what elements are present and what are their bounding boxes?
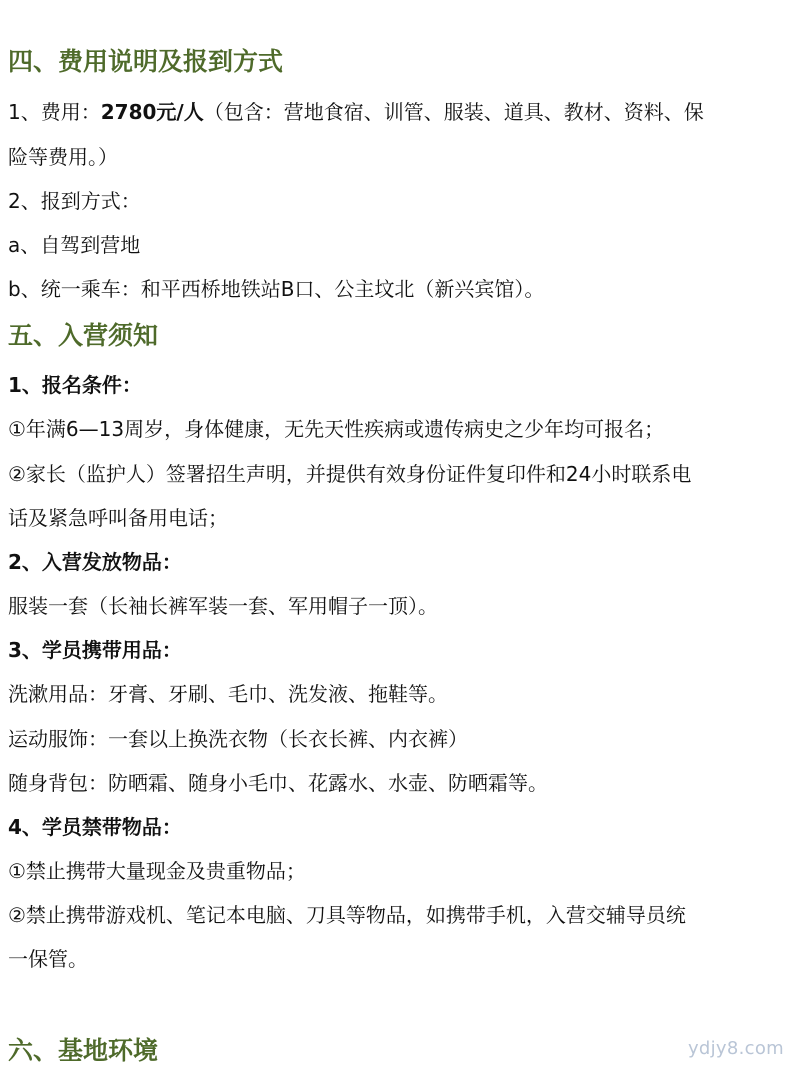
issued-items-title: 2、入营发放物品： [8, 550, 182, 574]
section-heading-camp-notice: 五、入营须知 [8, 321, 159, 350]
issued-items-clothing: 服装一套（长袖长裤军装一套、军用帽子一顶）。 [8, 594, 438, 618]
requirement-guardian-continued: 话及紧急呼叫备用电话； [8, 506, 228, 530]
fee-details: （包含：营地食宿、训管、服装、道具、教材、资料、保 [203, 100, 704, 124]
section-heading-base-environment: 六、基地环境 [8, 1036, 159, 1065]
checkin-title: 2、报到方式： [8, 189, 141, 213]
site-watermark: ydjy8.com [687, 1038, 784, 1059]
forbidden-items-cash: ①禁止携带大量现金及贵重物品； [8, 859, 306, 883]
requirement-guardian: ②家长（监护人）签署招生声明，并提供有效身份证件复印件和24小时联系电 [8, 462, 692, 486]
fee-prefix: 1、费用： [8, 100, 101, 124]
section-heading-fees: 四、费用说明及报到方式 [8, 47, 284, 76]
forbidden-items-devices-continued: 一保管。 [8, 947, 88, 971]
fee-amount: 2780元/人 [100, 100, 204, 124]
carry-items-toiletries: 洗漱用品：牙膏、牙刷、毛巾、洗发液、拖鞋等。 [8, 682, 448, 706]
carry-items-clothing: 运动服饰：一套以上换洗衣物（长衣长裤、内衣裤） [8, 727, 468, 751]
carry-items-backpack: 随身背包：防晒霜、随身小毛巾、花露水、水壶、防晒霜等。 [8, 771, 548, 795]
requirement-age: ①年满6—13周岁，身体健康，无先天性疾病或遗传病史之少年均可报名； [8, 417, 665, 441]
carry-items-title: 3、学员携带用品： [8, 638, 182, 662]
requirements-title: 1、报名条件： [8, 373, 142, 397]
checkin-option-a: a、自驾到营地 [8, 233, 141, 257]
fee-line-continued: 险等费用。） [8, 145, 118, 169]
checkin-option-b: b、统一乘车：和平西桥地铁站B口、公主坟北（新兴宾馆）。 [8, 277, 545, 301]
forbidden-items-title: 4、学员禁带物品： [8, 815, 182, 839]
fee-line [8, 98, 798, 126]
forbidden-items-devices: ②禁止携带游戏机、笔记本电脑、刀具等物品，如携带手机，入营交辅导员统 [8, 903, 686, 927]
